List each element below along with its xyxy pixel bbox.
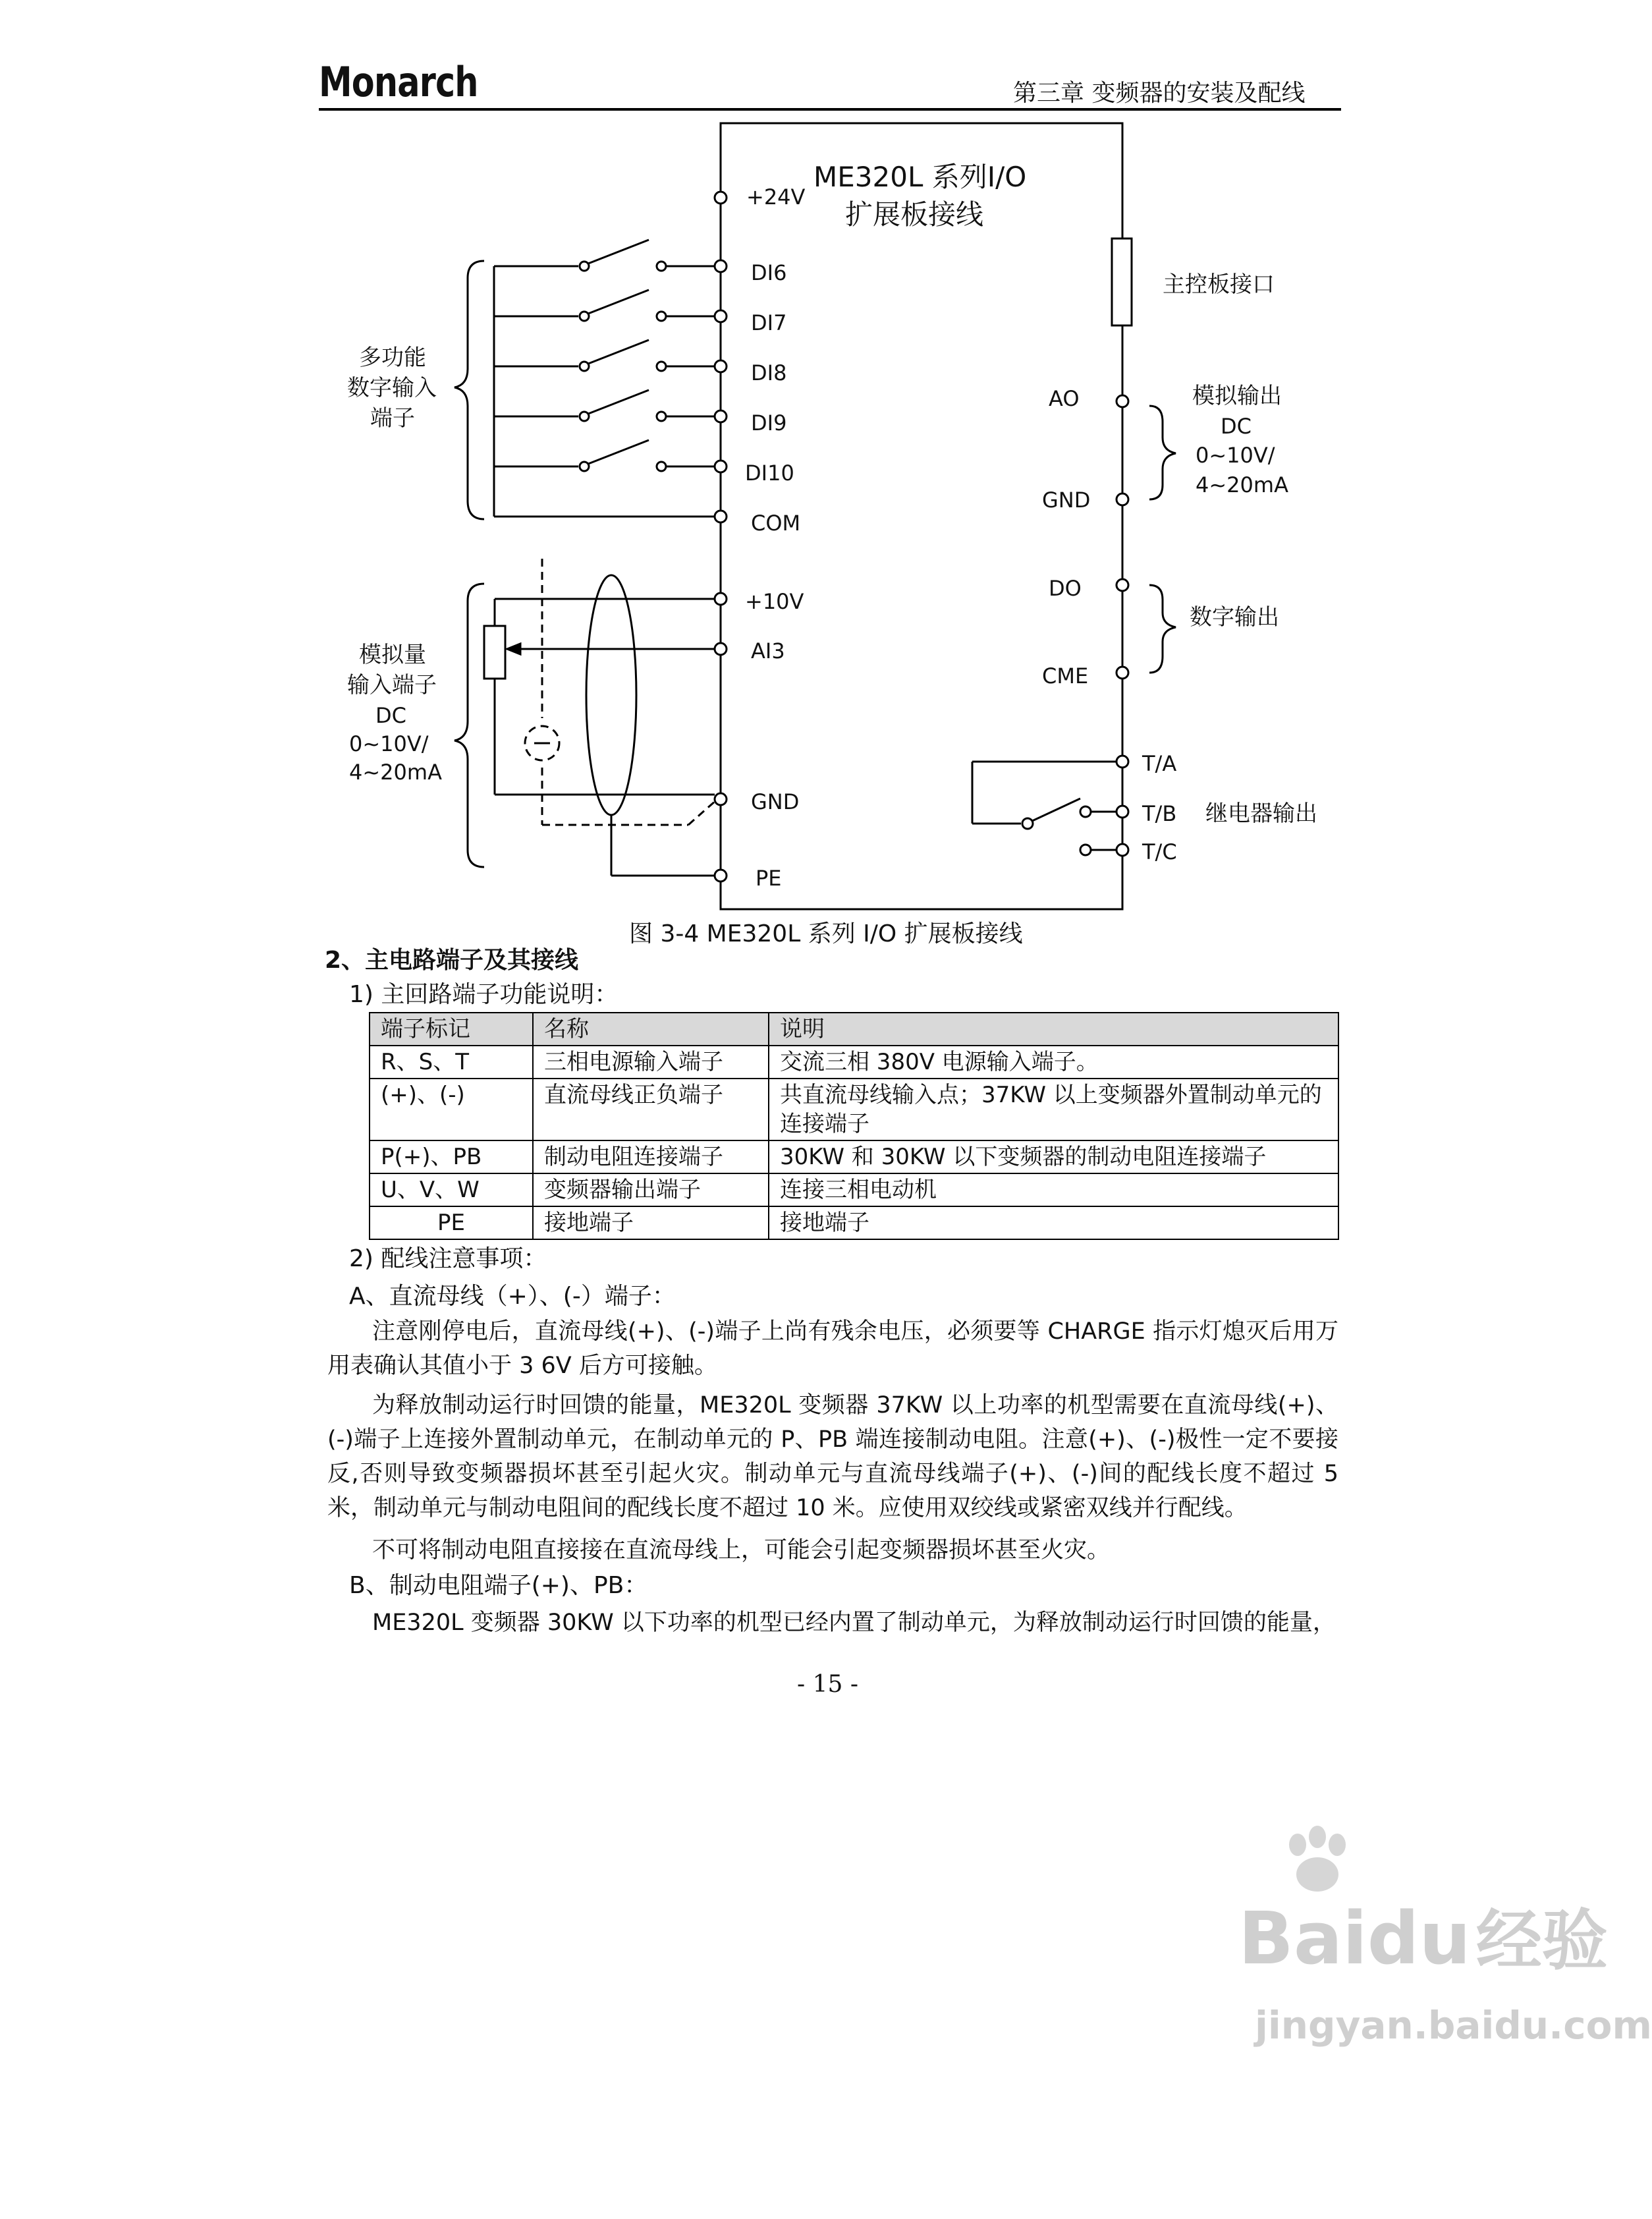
table-cell: (+)、(-): [370, 1079, 533, 1140]
main-interface-label: 主控板接口: [1163, 271, 1275, 298]
table-cell: R、S、T: [370, 1046, 533, 1079]
subheading-2: 2) 配线注意事项：: [349, 1245, 547, 1272]
terminal-label: DI8: [751, 360, 787, 385]
section-heading: 2、主电路端子及其接线: [325, 947, 579, 974]
table-row: [370, 1046, 1338, 1079]
item-a-heading: A、直流母线（+）、(-）端子：: [349, 1283, 676, 1310]
group-label: 模拟输出: [1192, 383, 1282, 409]
io-wiring-diagram: [0, 0, 1568, 949]
terminal-label: COM: [751, 511, 801, 536]
table-row: [370, 1206, 1338, 1239]
page-number: - 15 -: [797, 1671, 859, 1698]
terminal-label: AO: [1049, 386, 1080, 411]
table-cell: P(+)、PB: [370, 1140, 533, 1173]
terminal-label: T/A: [1142, 751, 1177, 776]
terminal-label: AI3: [751, 638, 785, 663]
table-cell: 直流母线正负端子: [533, 1079, 769, 1140]
table-cell: 三相电源输入端子: [533, 1046, 769, 1079]
paragraph: ME320L 变频器 30KW 以下功率的机型已经内置了制动单元，为释放制动运行时回馈的能量，: [372, 1610, 1336, 1636]
terminal-label: DO: [1049, 576, 1082, 601]
group-label: 4~20mA: [1196, 472, 1288, 497]
paragraph: 不可将制动电阻直接接在直流母线上，可能会引起变频器损坏甚至火灾。: [372, 1537, 1111, 1563]
terminal-label: DI7: [751, 310, 787, 335]
terminal-label: T/C: [1142, 839, 1177, 864]
table-cell: 接地端子: [533, 1206, 769, 1239]
terminal-label: GND: [751, 789, 800, 814]
watermark-brand-cn: 经验: [1475, 1902, 1608, 1979]
group-label: DC: [1221, 414, 1252, 439]
paragraph: 为释放制动运行时回馈的能量，ME320L 变频器 37KW 以上功率的机型需要在直流母线(+)、(-)端子上连接外置制动单元，在制动单元的 P、PB 端连接制动电阻。注意(+)、(-)极性一定不要接反,否则导致变频器损坏甚至引起火灾。制动单元与直流母线端子(+)、(-)间的配线长度不超过 5 米，制动单元与制动电阻间的配线长度不超过 10 米。应使用双绞线或紧密双线并行配线。: [327, 1392, 1338, 1521]
group-label: 0~10V/: [349, 731, 429, 756]
table-cell: 接地端子: [769, 1206, 1338, 1239]
digital-output-label: 数字输出: [1190, 604, 1279, 631]
terminal-table: [369, 1012, 1339, 1240]
subheading-1: 1) 主回路端子功能说明：: [349, 981, 619, 1008]
relay-output-label: 继电器输出: [1205, 801, 1317, 827]
table-cell: 变频器输出端子: [533, 1173, 769, 1206]
terminal-label: DI9: [751, 410, 787, 435]
terminal-label: T/B: [1142, 801, 1177, 826]
terminal-label: DI6: [751, 260, 787, 285]
baidu-watermark: [1238, 1888, 1608, 1982]
watermark-brand-du: du: [1367, 1896, 1471, 1980]
paw-icon: [1278, 1825, 1357, 1897]
diagram-title-line1: ME320L 系列I/O: [813, 161, 1027, 193]
group-label: 端子: [370, 405, 415, 432]
group-label: 0~10V/: [1196, 443, 1275, 468]
table-cell: 连接三相电动机: [769, 1173, 1338, 1206]
watermark-brand: Bai: [1238, 1896, 1367, 1980]
table-row: [370, 1173, 1338, 1206]
analog-input-circuit: [484, 559, 717, 876]
paragraph: 注意刚停电后，直流母线(+)、(-)端子上尚有残余电压，必须要等 CHARGE 指示灯熄灭后用万用表确认其值小于 3 6V 后方可接触。: [327, 1318, 1338, 1379]
group-label: 模拟量: [359, 642, 426, 668]
table-cell: 共直流母线输入点；37KW 以上变频器外置制动单元的连接端子: [769, 1079, 1338, 1140]
table-cell: 制动电阻连接端子: [533, 1140, 769, 1173]
chapter-title: 第三章 变频器的安装及配线: [1013, 80, 1306, 107]
diagram-title-line2: 扩展板接线: [845, 198, 984, 231]
table-cell: PE: [370, 1206, 533, 1239]
watermark-url: jingyan.baidu.com: [1255, 2003, 1652, 2048]
table-header-cell: 说明: [769, 1013, 1338, 1046]
group-label: DC: [375, 703, 406, 728]
table-header-cell: 名称: [533, 1013, 769, 1046]
terminal-label: DI10: [745, 461, 794, 486]
item-b-heading: B、制动电阻端子(+)、PB：: [349, 1572, 648, 1599]
group-label: 4~20mA: [349, 760, 442, 785]
terminal-label: GND: [1042, 488, 1091, 513]
terminal-label: PE: [756, 866, 782, 891]
group-label: 输入端子: [347, 672, 437, 698]
group-label: 多功能: [359, 345, 426, 371]
table-cell: 交流三相 380V 电源输入端子。: [769, 1046, 1338, 1079]
terminal-label: +10V: [745, 589, 804, 614]
brand-logo: Monarch: [319, 58, 478, 106]
terminal-label: CME: [1042, 663, 1089, 688]
table-row: [370, 1079, 1338, 1140]
figure-caption: 图 3-4 ME320L 系列 I/O 扩展板接线: [629, 920, 1023, 947]
terminal-label: +24V: [746, 184, 806, 210]
digital-input-switches: [494, 240, 715, 517]
table-header-cell: 端子标记: [370, 1013, 533, 1046]
table-row: [370, 1140, 1338, 1173]
brace-digital-input: [454, 261, 484, 519]
table-header-row: [370, 1013, 1338, 1046]
brace-analog-input: [454, 584, 484, 867]
table-cell: 30KW 和 30KW 以下变频器的制动电阻连接端子: [769, 1140, 1338, 1173]
group-label: 数字输入: [347, 375, 437, 401]
table-cell: U、V、W: [370, 1173, 533, 1206]
